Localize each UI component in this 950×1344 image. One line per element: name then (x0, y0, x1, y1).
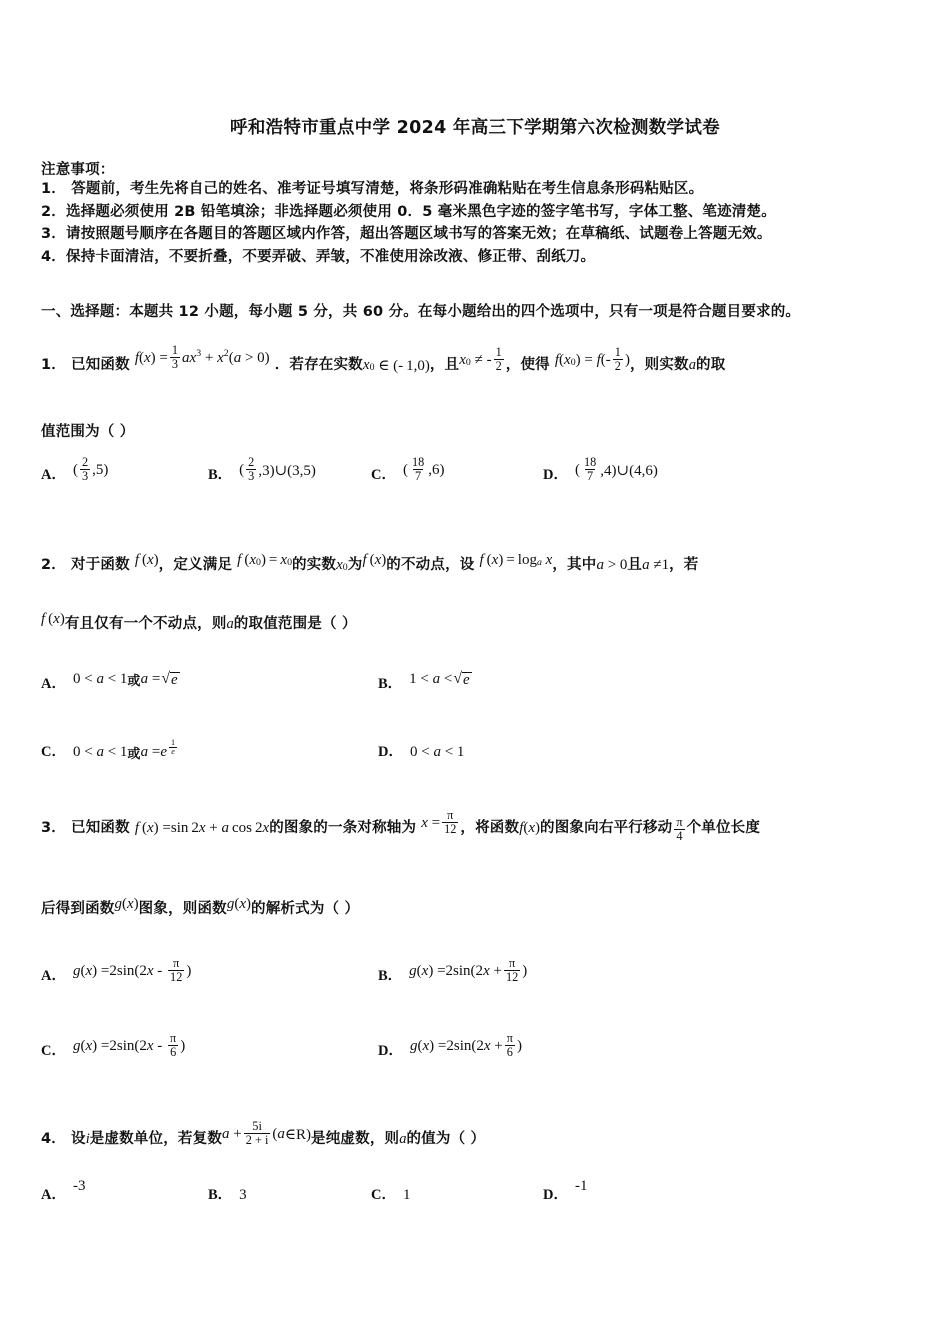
option-label: D． (543, 1187, 568, 1203)
stem-text: 有且仅有一个不动点，则 (64, 616, 227, 632)
formula-f-definition: f ( x ) = $\frac{1}{3}$ a x 3 + x 2 ( a > 0) (134, 343, 270, 372)
formula-x0-not-equal: x 0 ≠ - $\frac{1}{2}$ (459, 345, 502, 374)
question-2-option-d[interactable] (378, 740, 464, 761)
stem-text: 的不动点，设 (386, 557, 475, 573)
option-label: B． (378, 676, 403, 692)
stem-text: 的值为（ ） (406, 1130, 486, 1147)
formula-fixed-point: f ( x 0 ) = x 0 (237, 552, 293, 569)
formula-shift-amount: $\frac{\pi}{4}$ (676, 815, 683, 844)
option-label: B． (208, 1187, 233, 1203)
option-label: D． (378, 1042, 403, 1059)
formula-a-gt-0: a > 0 (596, 557, 628, 573)
question-4-option-c[interactable] (371, 1183, 410, 1204)
stem-text: 的实数 (292, 557, 337, 573)
stem-variable: a (226, 616, 234, 632)
option-value: 0 < a < 1 或 a = e $\frac{1}{e}$ (72, 737, 176, 762)
formula-x0: x 0 (336, 557, 348, 574)
question-1-option-b[interactable] (208, 455, 316, 489)
question-4-stem (41, 1119, 486, 1153)
option-value: -3 (72, 1178, 86, 1194)
option-value: 1 < a < √ e (409, 669, 470, 688)
question-3-stem-line2 (41, 897, 359, 918)
question-2-option-a[interactable] (41, 669, 181, 694)
stem-text: ，将函数 (460, 819, 520, 836)
option-label: A． (41, 967, 66, 984)
option-label: C． (371, 466, 396, 483)
stem-text: 的取 (696, 356, 726, 373)
stem-text: 对于函数 (71, 557, 130, 573)
formula-gx: g ( x ) (226, 896, 252, 912)
question-1-option-a[interactable] (41, 455, 109, 489)
formula-gx: g ( x ) (114, 896, 139, 912)
formula-complex-number: a + $\frac{5i}{2 + i}$ ( a ∈R) (222, 1119, 312, 1148)
formula-f-equality: f ( x 0 ) = f (- $\frac{1}{2}$ ) (554, 345, 630, 374)
option-value: 0 < a < 1 (409, 744, 465, 760)
option-label: C． (371, 1187, 396, 1203)
formula-log-function: f ( x ) = log a x (479, 552, 553, 569)
question-1-option-d[interactable] (543, 455, 658, 489)
question-2-stem-line2 (41, 612, 357, 633)
option-label: A． (41, 466, 66, 483)
option-label: B． (208, 466, 233, 483)
notice-heading: 注意事项： (41, 162, 115, 178)
stem-text: 的图象向右平行移动 (540, 819, 673, 836)
option-label: C． (41, 1042, 66, 1059)
question-1-stem (41, 343, 726, 379)
question-2-option-c[interactable] (41, 737, 179, 762)
stem-text: 设 (71, 1130, 86, 1147)
notice-item: 3．请按照题号顺序在各题目的答题区域内作答，超出答题区域书写的答案无效；在草稿纸、试题卷上答题无效。 (41, 226, 772, 242)
stem-text: 图象，则函数 (138, 901, 227, 917)
question-2-option-b[interactable] (378, 669, 473, 693)
option-value: g ( x ) =2sin(2 x - $\frac{\pi}{6}$ ) (72, 1031, 186, 1060)
option-value: g ( x ) =2sin(2 x - $\frac{\pi}{12}$ ) (72, 956, 192, 985)
option-label: A． (41, 1187, 66, 1203)
stem-text: ，若 (669, 557, 699, 573)
question-3-option-a[interactable] (41, 956, 192, 990)
formula-a-ne-1: a ≠1 (642, 557, 670, 573)
stem-text: ，使得 (505, 356, 550, 373)
option-value: g ( x ) =2sin(2 x + $\frac{\pi}{12}$ ) (409, 956, 528, 985)
option-label: A． (41, 676, 66, 692)
question-2-stem (41, 553, 699, 574)
stem-text: 已知函数 (71, 356, 130, 373)
stem-text: ，则实数 (629, 356, 689, 373)
formula-fx: f ( x ) (134, 552, 159, 568)
option-label: B． (378, 967, 403, 984)
formula-x0-interval: x 0 ∈ (- 1,0) (362, 356, 430, 374)
question-3-option-b[interactable] (378, 956, 528, 990)
question-3-option-d[interactable] (378, 1031, 522, 1065)
stem-text: ，定义满足 (158, 557, 233, 573)
question-4-option-a[interactable] (41, 1178, 86, 1204)
question-number: 3． (41, 819, 66, 836)
stem-variable: a (688, 356, 696, 373)
formula-fx: f ( x ) (519, 819, 541, 836)
section-heading-choice: 一、选择题：本题共 12 小题，每小题 5 分，共 60 分。在每小题给出的四个选项中，只有一项是符合题目要求的。 (41, 304, 801, 320)
question-3-option-c[interactable] (41, 1031, 186, 1065)
stem-text: 的解析式为（ ） (251, 901, 360, 917)
question-number: 1． (41, 356, 66, 373)
stem-text: ，且 (429, 356, 460, 373)
stem-text: ，其中 (552, 557, 597, 573)
page-title: 呼和浩特市重点中学 2024 年高三下学期第六次检测数学试卷 (230, 118, 720, 138)
stem-text: 且 (627, 557, 643, 573)
option-value: -1 (574, 1178, 588, 1194)
option-value: ( $\frac{2}{3}$ ,3)∪(3,5) (239, 455, 316, 484)
option-label: D． (378, 744, 403, 760)
option-value: ( $\frac{18}{7}$ ,4)∪(4,6) (574, 455, 658, 484)
stem-text: 是虚数单位，若复数 (89, 1130, 223, 1147)
stem-text: 是纯虚数，则 (311, 1130, 400, 1147)
formula-symmetry-axis: x = $\frac{\pi}{12}$ (421, 808, 457, 837)
option-value: ( $\frac{18}{7}$ ,6) (402, 455, 445, 484)
stem-text: ．若存在实数 (274, 356, 363, 373)
option-value: g ( x ) =2sin(2 x + $\frac{\pi}{6}$ ) (409, 1031, 522, 1060)
option-value: ( $\frac{2}{3}$ ,5) (72, 455, 109, 484)
stem-text: 的取值范围是（ ） (233, 616, 357, 632)
question-4-option-b[interactable] (208, 1183, 247, 1204)
option-value: 0 < a < 1 或 a = √ e (72, 669, 178, 689)
option-value: 3 (239, 1187, 247, 1203)
option-value: 1 (402, 1187, 411, 1203)
question-1-stem-line2: 值范围为（ ） (41, 424, 135, 440)
notice-item: 1． 答题前，考生先将自己的姓名、准考证号填写清楚，将条形码准确粘贴在考生信息条形码粘贴区。 (41, 181, 704, 197)
stem-text: 的图象的一条对称轴为 (269, 819, 417, 836)
question-number: 2． (41, 557, 66, 573)
option-label: C． (41, 744, 66, 760)
stem-variable: a (399, 1130, 407, 1147)
notice-list (41, 178, 921, 268)
formula-f-trig: f ( x ) =sin 2 x + a cos 2 x (134, 819, 270, 836)
stem-text: 为 (347, 557, 363, 573)
stem-text: 个单位长度 (686, 819, 761, 836)
question-1-option-c[interactable] (371, 455, 445, 489)
notice-item: 2．选择题必须使用 2B 铅笔填涂；非选择题必须使用 0．5 毫米黑色字迹的签字笔书写，字体工整、笔迹清楚。 (41, 203, 776, 220)
formula-fx: f ( x ) (362, 552, 387, 568)
stem-text: 后得到函数 (41, 901, 115, 917)
formula-fx: f ( x ) (41, 611, 65, 627)
notice-item: 4．保持卡面清洁，不要折叠，不要弄破、弄皱，不准使用涂改液、修正带、刮纸刀。 (41, 248, 596, 265)
question-3-stem (41, 808, 761, 849)
option-label: D． (543, 466, 568, 483)
question-number: 4． (41, 1130, 66, 1147)
question-4-option-d[interactable] (543, 1178, 588, 1204)
stem-variable: i (85, 1130, 90, 1147)
stem-text: 已知函数 (71, 819, 130, 836)
